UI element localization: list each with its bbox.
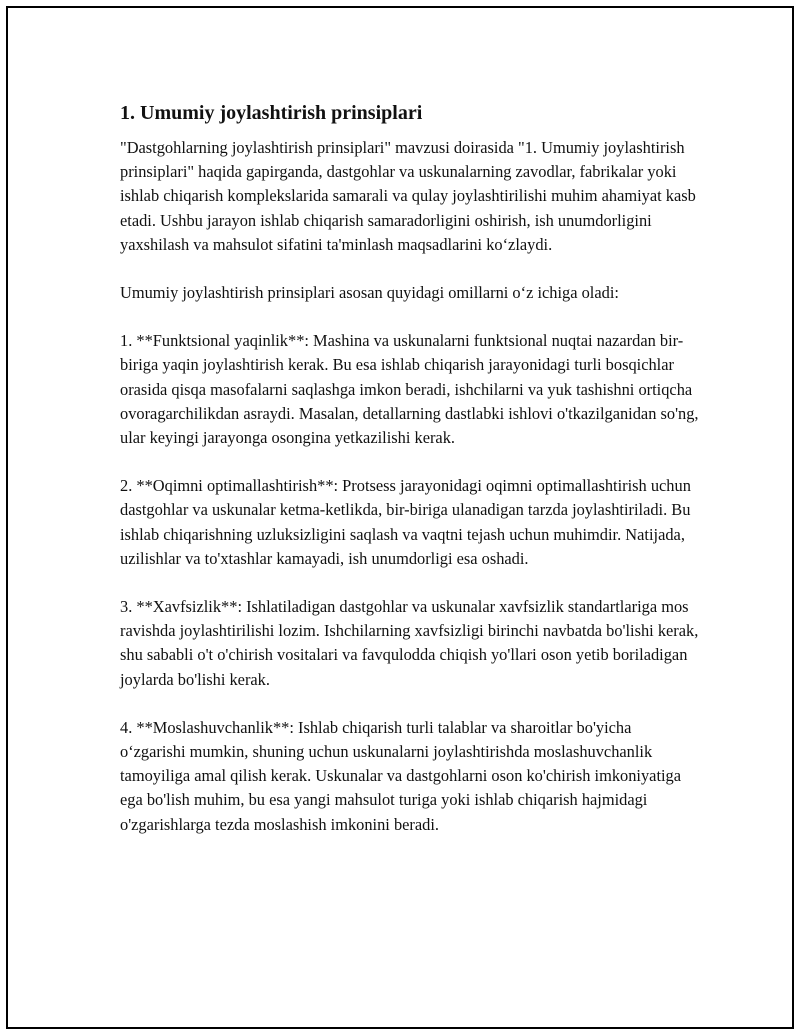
- principle-flow-optimization: 2. **Oqimni optimallashtirish**: Protsess jarayonidagi oqimni optimallashtirish uchun dastgohlar va uskunalar ketma-ketlikda, bir-biriga ulanadigan tarzda joylashtiriladi. Bu ishlab chiqarishning uzluksizligini saqlash va vaqtni tejash uchun muhimdir. Natijada, uzilishlar va to'xtashlar kamayadi, ish unumdorligi esa oshadi.: [120, 476, 691, 568]
- principle-safety: 3. **Xavfsizlik**: Ishlatiladigan dastgohlar va uskunalar xavfsizlik standartlariga mos ravishda joylashtirilishi lozim. Ishchilarning xavfsizligi birinchi navbatda bo'lishi kerak, shu sababli o't o'chirish vositalari va favqulodda chiqish yo'llari oson yetib boriladigan joylarda bo'lishi kerak.: [120, 597, 699, 689]
- document-body: [120, 100, 700, 861]
- principles-lead-paragraph: Umumiy joylashtirish prinsiplari asosan quyidagi omillarni o‘z ichiga oladi:: [120, 283, 619, 303]
- principle-flexibility: 4. **Moslashuvchanlik**: Ishlab chiqarish turli talablar va sharoitlar bo'yicha o‘zgarishi mumkin, shuning uchun uskunalarni joylashtirishda moslashuvchanlik tamoyiliga amal qilish kerak. Uskunalar va dastgohlarni oson ko'chirish imkoniyatiga ega bo'lish muhim, bu esa yangi mahsulot turiga yoki ishlab chiqarish hajmidagi o'zgarishlarga tezda moslashish imkonini beradi.: [120, 717, 682, 834]
- intro-paragraph: "Dastgohlarning joylashtirish prinsiplari" mavzusi doirasida "1. Umumiy joylashtirish prinsiplari" haqida gapirganda, dastgohlar va uskunalarning zavodlar, fabrikalar yoki ishlab chiqarish komplekslarida samarali va qulay joylashtirilishi muhim ahamiyat kasb etadi. Ushbu jarayon ishlab chiqarish samaradorligini oshirish, ish unumdorligini yaxshilash va mahsulot sifatini ta'minlash maqsadlarini ko‘zlaydi.: [120, 138, 696, 254]
- page-frame: [6, 6, 794, 1029]
- section-heading: 1. Umumiy joylashtirish prinsiplari: [120, 102, 423, 124]
- principle-functional-proximity: 1. **Funktsional yaqinlik**: Mashina va uskunalarni funktsional nuqtai nazardan bir-biriga yaqin joylashtirish kerak. Bu esa ishlab chiqarish jarayonidagi turli bosqichlar orasida qisqa masofalarni saqlashga imkon beradi, ishchilarni va yuk tashishni ortiqcha ovoragarchilikdan asraydi. Masalan, detallarning dastlabki ishlovi o'tkazilganidan so'ng, ular keyingi jarayonga osongina yetkazilishi kerak.: [120, 331, 699, 448]
